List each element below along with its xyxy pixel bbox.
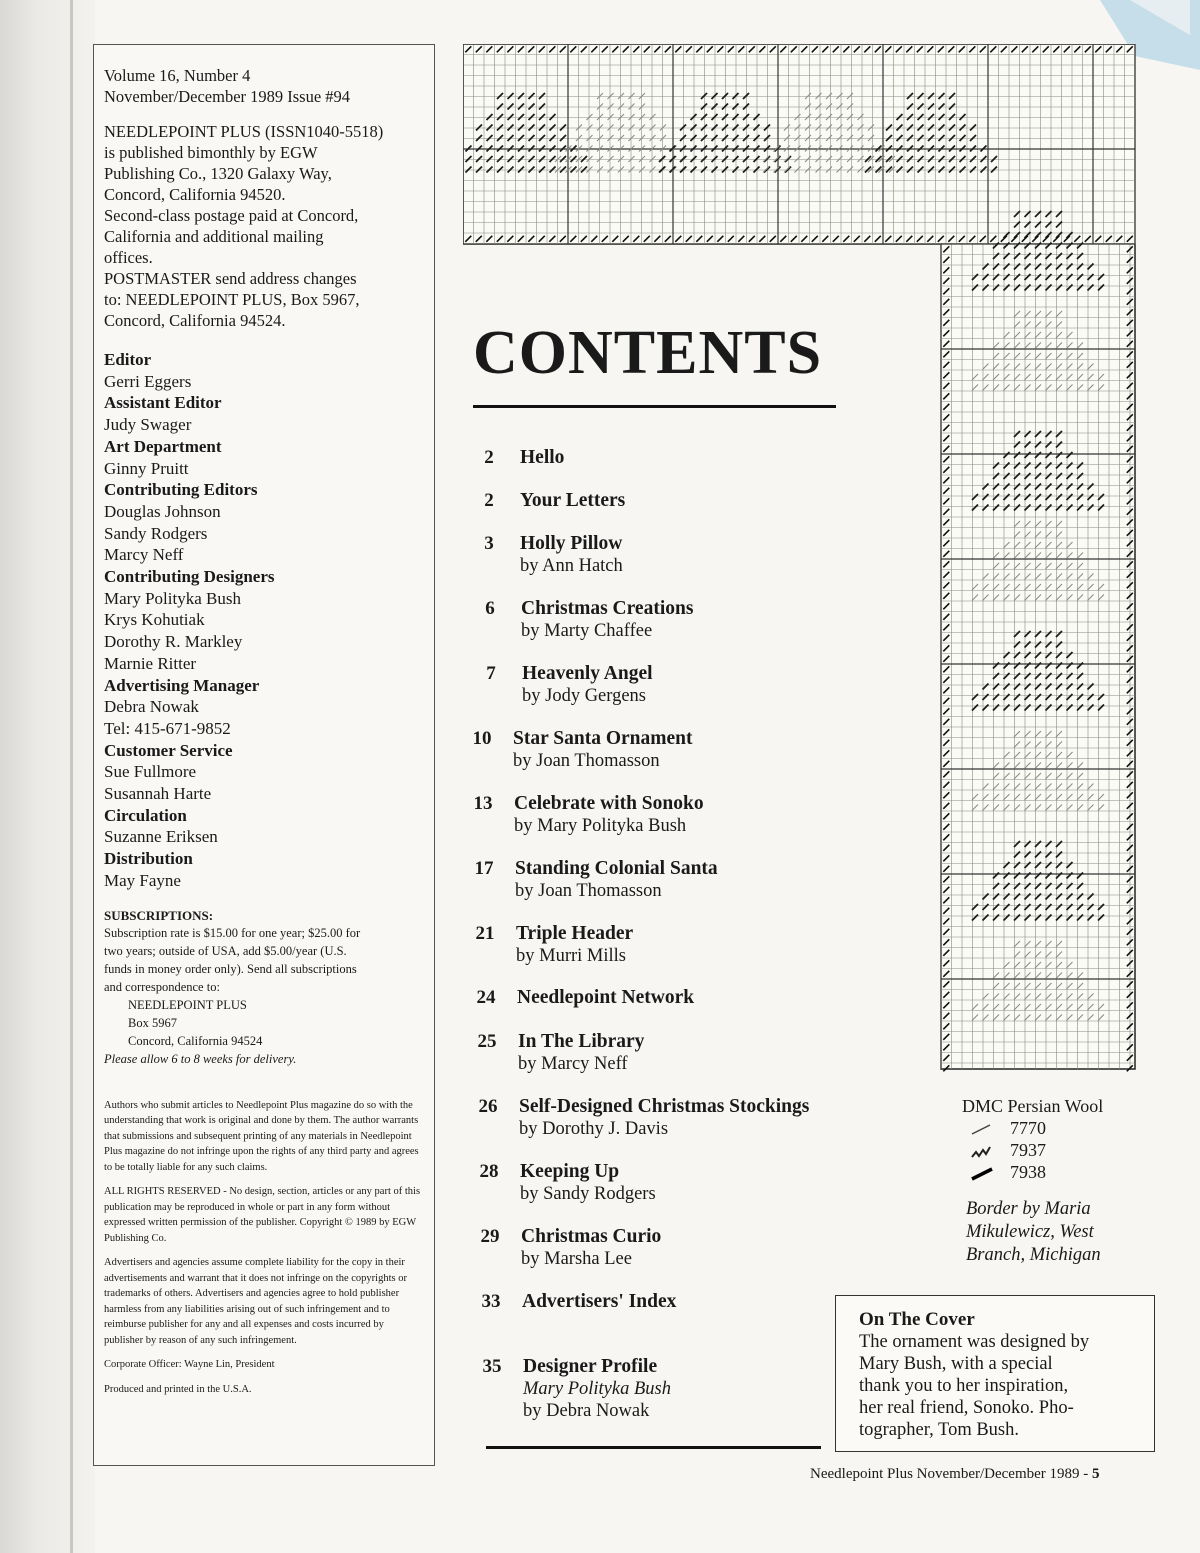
issue-info <box>104 65 424 107</box>
delivery-note: Please allow 6 to 8 weeks for delivery. <box>104 1051 297 1066</box>
toc-page-number: 35 <box>482 1356 502 1377</box>
printed-in-text: Produced and printed in the U.S.A. <box>104 1383 252 1395</box>
toc-article-title: Christmas Curio <box>521 1226 662 1247</box>
toc-article-title: Hello <box>520 447 565 468</box>
on-the-cover-box <box>835 1295 1155 1452</box>
staff-role: Advertising Manager <box>104 675 260 695</box>
legend-title: DMC Persian Wool <box>962 1096 1104 1116</box>
staff-name: Krys Kohutiak <box>104 610 205 630</box>
wavy-stitch-icon <box>970 1142 1010 1160</box>
publisher-statement <box>104 121 424 331</box>
publisher-line: POSTMASTER send address changes <box>104 269 357 288</box>
toc-article-title: Needlepoint Network <box>517 987 695 1008</box>
toc-article-author: by Jody Gergens <box>522 686 647 706</box>
toc-article-title: In The Library <box>518 1031 645 1052</box>
toc-article-author: by Debra Nowak <box>523 1401 650 1421</box>
toc-article-title: Triple Header <box>516 923 634 944</box>
rights-reserved-text: ALL RIGHTS RESERVED - No design, section, articles or any part of this publication may be reproduced in whole or part in any form without expressed written permission of the publisher. Copyright © 1989 by EGW Publishing Co. <box>104 1186 421 1244</box>
staff-role: Circulation <box>104 805 187 825</box>
toc-article-author: by Joan Thomasson <box>515 881 662 901</box>
staff-name: May Fayne <box>104 870 181 890</box>
legend-item <box>962 1139 1103 1161</box>
toc-page-number: 2 <box>484 447 494 468</box>
toc-article-author: by Joan Thomasson <box>513 751 660 771</box>
staff-name: Mary Polityka Bush <box>104 588 241 608</box>
issue-line: November/December 1989 Issue #94 <box>104 87 351 106</box>
legend-item <box>962 1161 1103 1183</box>
masthead-content <box>104 65 424 1397</box>
staff-role: Art Department <box>104 436 222 456</box>
toc-page-number: 21 <box>475 923 495 944</box>
border-credit <box>966 1198 1101 1267</box>
credit-line: Border by Maria <box>966 1199 1091 1219</box>
staff-list <box>104 349 424 892</box>
legend-item <box>962 1117 1103 1139</box>
subscriptions-line: funds in money order only). Send all subscriptions <box>104 961 357 976</box>
publisher-line: Publishing Co., 1320 Galaxy Way, <box>104 164 332 183</box>
toc-article-author: by Ann Hatch <box>520 556 623 576</box>
staff-role: Contributing Editors <box>104 480 258 500</box>
page-footer <box>810 1465 1100 1483</box>
toc-page-number: 26 <box>478 1096 498 1117</box>
toc-article-author: by Sandy Rodgers <box>520 1184 656 1204</box>
toc-page-number: 25 <box>477 1031 497 1052</box>
toc-page-number: 6 <box>485 598 495 619</box>
author-warranty-text: Authors who submit articles to Needlepoint Plus magazine do so with the understanding that work is original and done by them. The author warrants that submissions and subsequent printing of any materials in Needlepoint Plus magazine do not infringe upon the rights of any third party and agrees to be totally liable for any such claims. <box>104 1099 419 1173</box>
toc-article-title: Keeping Up <box>520 1161 620 1182</box>
toc-article-title: Star Santa Ornament <box>513 728 693 749</box>
staff-phone: Tel: 415-671-9852 <box>104 718 231 738</box>
staff-name: Suzanne Eriksen <box>104 827 218 847</box>
toc-page-number: 29 <box>480 1226 500 1247</box>
page-number: 5 <box>1092 1466 1100 1482</box>
toc-article-title: Christmas Creations <box>521 598 694 619</box>
subscriptions-address-line: Concord, California 94524 <box>128 1033 263 1048</box>
legend-code: 7770 <box>1010 1118 1046 1138</box>
bottom-rule <box>486 1446 821 1449</box>
toc-page-number: 13 <box>473 793 493 814</box>
publisher-line: to: NEEDLEPOINT PLUS, Box 5967, <box>104 290 360 309</box>
staff-name: Sandy Rodgers <box>104 523 208 543</box>
staff-name: Douglas Johnson <box>104 501 221 521</box>
toc-article-author: by Mary Polityka Bush <box>514 816 687 836</box>
staff-name: Sue Fullmore <box>104 762 197 782</box>
toc-article-title: Holly Pillow <box>520 533 623 554</box>
heavy-slash-stitch-icon <box>970 1164 1010 1182</box>
toc-article-title: Standing Colonial Santa <box>515 858 718 879</box>
page-title: CONTENTS <box>473 319 823 387</box>
toc-article-title: Your Letters <box>520 490 626 511</box>
toc-article-subtitle: Mary Polityka Bush <box>523 1379 671 1399</box>
staff-name: Ginny Pruitt <box>104 458 189 478</box>
publisher-line: is published bimonthly by EGW <box>104 143 318 162</box>
staff-name: Judy Swager <box>104 415 192 435</box>
credit-line: Branch, Michigan <box>966 1245 1101 1265</box>
staff-name: Susannah Harte <box>104 784 212 804</box>
toc-article-title: Celebrate with Sonoko <box>514 793 704 814</box>
subscriptions-address-line: NEEDLEPOINT PLUS <box>128 997 247 1012</box>
toc-article-title: Self-Designed Christmas Stockings <box>519 1096 810 1117</box>
toc-article-author: by Marty Chaffee <box>521 621 653 641</box>
toc-article-author: by Marcy Neff <box>518 1054 628 1074</box>
toc-article-title: Heavenly Angel <box>522 663 653 684</box>
toc-article-author: by Dorothy J. Davis <box>519 1119 669 1139</box>
staff-role: Editor <box>104 350 152 369</box>
corporate-officer-text: Corporate Officer: Wayne Lin, President <box>104 1359 275 1371</box>
staff-name: Marnie Ritter <box>104 653 197 673</box>
subscriptions-heading: SUBSCRIPTIONS: <box>104 907 214 923</box>
cover-text-line: tographer, Tom Bush. <box>859 1420 1019 1440</box>
advertiser-liability-text: Advertisers and agencies assume complete liability for the copy in their advertisements and warrant that it does not infringe on the copyrights or trademarks of others. Advertisers and agencies agree to hold publisher harmless from any liabilities arising out of such infringement and to reimburse publisher for any and all expenses and costs incurred by publisher by reason of any such infringement. <box>104 1257 407 1346</box>
toc-page-number: 3 <box>484 533 494 554</box>
subscriptions-line: two years; outside of USA, add $5.00/year (U.S. <box>104 943 347 958</box>
toc-page-number: 33 <box>481 1291 501 1312</box>
toc-page-number: 7 <box>486 663 496 684</box>
cover-text-line: Mary Bush, with a special <box>859 1354 1053 1374</box>
toc-page-number: 24 <box>476 987 496 1008</box>
staff-role: Assistant Editor <box>104 393 222 413</box>
staff-role: Distribution <box>104 849 193 869</box>
legend-code: 7937 <box>1010 1140 1046 1160</box>
volume-line: Volume 16, Number 4 <box>104 66 251 85</box>
legend-code: 7938 <box>1010 1162 1046 1182</box>
footer-text: Needlepoint Plus November/December 1989 - <box>810 1466 1093 1482</box>
subscriptions-text <box>104 924 424 1068</box>
binding-edge <box>70 0 73 1553</box>
staff-name: Gerri Eggers <box>104 371 192 391</box>
toc-article-title: Designer Profile <box>523 1356 658 1377</box>
light-slash-stitch-icon <box>970 1120 1010 1138</box>
thread-legend <box>962 1095 1103 1183</box>
publisher-line: Second-class postage paid at Concord, <box>104 206 359 225</box>
publisher-line: NEEDLEPOINT PLUS (ISSN1040-5518) <box>104 122 384 141</box>
masthead-panel <box>93 44 435 1466</box>
publisher-line: Concord, California 94520. <box>104 185 286 204</box>
cover-text <box>859 1331 1149 1441</box>
staff-name: Debra Nowak <box>104 697 199 717</box>
subscriptions-address-line: Box 5967 <box>128 1015 177 1030</box>
subscriptions-line: and correspondence to: <box>104 979 220 994</box>
toc-page-number: 28 <box>479 1161 499 1182</box>
publisher-line: Concord, California 94524. <box>104 311 286 330</box>
cover-text-line: The ornament was designed by <box>859 1332 1090 1352</box>
staff-role: Contributing Designers <box>104 567 275 587</box>
cover-text-line: her real friend, Sonoko. Pho- <box>859 1398 1074 1418</box>
toc-article-title: Advertisers' Index <box>522 1291 677 1312</box>
cover-text-line: thank you to her inspiration, <box>859 1376 1069 1396</box>
staff-name: Marcy Neff <box>104 545 184 565</box>
toc-article-author: by Marsha Lee <box>521 1249 632 1269</box>
subscriptions-line: Subscription rate is $15.00 for one year; $25.00 for <box>104 925 361 940</box>
staff-name: Dorothy R. Markley <box>104 632 243 652</box>
staff-role: Customer Service <box>104 740 233 760</box>
cover-heading: On The Cover <box>859 1309 975 1330</box>
toc-page-number: 17 <box>474 858 494 879</box>
toc-article-author: by Murri Mills <box>516 946 626 966</box>
title-rule <box>473 405 836 408</box>
toc-page-number: 10 <box>472 728 492 749</box>
publisher-line: offices. <box>104 248 153 267</box>
binding-gutter <box>0 0 95 1553</box>
credit-line: Mikulewicz, West <box>966 1222 1094 1242</box>
publisher-line: California and additional mailing <box>104 227 324 246</box>
toc-page-number: 2 <box>484 490 494 511</box>
